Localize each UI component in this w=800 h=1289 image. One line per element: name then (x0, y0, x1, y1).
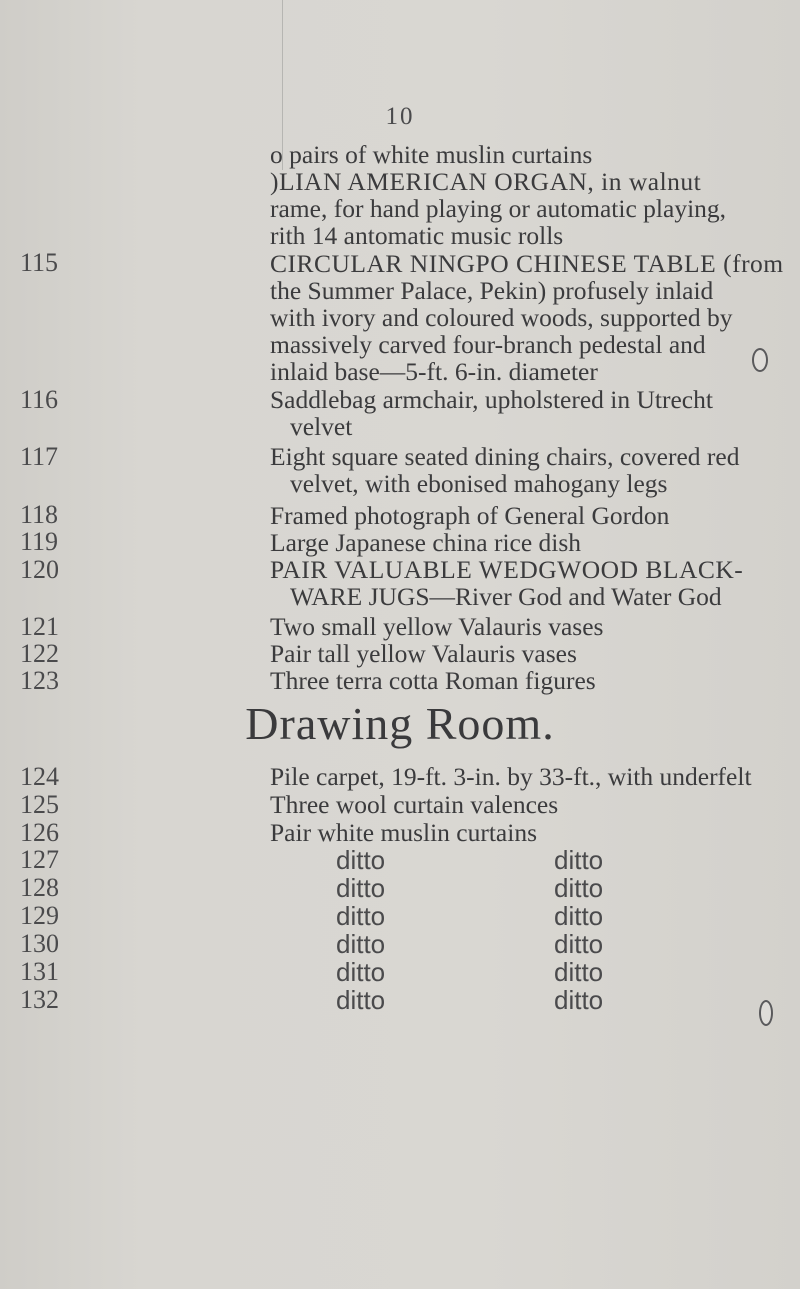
lot-number: 131 (20, 957, 59, 986)
lot-number: 129 (20, 901, 59, 930)
lot-number: 121 (20, 612, 59, 641)
ditto-mark: ditto (336, 845, 386, 875)
ditto-mark: ditto (554, 957, 604, 987)
lot-121-line1: Two small yellow Valauris vases (270, 612, 604, 641)
binding-hole (759, 1000, 773, 1026)
lot-number: 117 (20, 442, 59, 471)
page-number: 10 (385, 103, 415, 130)
lot-115-line5: inlaid base—5-ft. 6-in. diameter (270, 357, 598, 386)
ditto-mark: ditto (554, 985, 604, 1015)
ditto-mark: ditto (554, 845, 604, 875)
lot-number: 123 (20, 666, 59, 695)
lot-number: 124 (20, 762, 59, 791)
lot-number: 116 (20, 385, 59, 414)
ditto-mark: ditto (336, 985, 386, 1015)
ditto-mark: ditto (336, 873, 386, 903)
lot-124-text: Pile carpet, 19-ft. 3-in. by 33-ft., with underfelt (270, 762, 752, 791)
entry-curtains-continued: o pairs of white muslin curtains (270, 140, 593, 169)
lot-number: 120 (20, 555, 59, 584)
lot-number: 130 (20, 929, 59, 958)
lot-116-line1: Saddlebag armchair, upholstered in Utrecht (270, 385, 713, 414)
ditto-mark: ditto (336, 901, 386, 931)
entry-organ-line2: rame, for hand playing or automatic playing, (270, 194, 727, 223)
lot-number: 125 (20, 790, 59, 819)
lot-number: 127 (20, 845, 59, 874)
lot-116-line2: velvet (290, 412, 353, 441)
lot-119-line1: Large Japanese china rice dish (270, 528, 582, 557)
lot-number: 122 (20, 639, 59, 668)
lot-115-line3: with ivory and coloured woods, supported by (270, 303, 733, 332)
entry-organ-line3: rith 14 antomatic music rolls (270, 221, 564, 250)
lot-120-line2: WARE JUGS—River God and Water God (290, 582, 722, 611)
binding-hole (752, 348, 768, 372)
lot-115-line2: the Summer Palace, Pekin) profusely inlaid (270, 276, 714, 305)
ditto-mark: ditto (336, 957, 386, 987)
lot-117-line2: velvet, with ebonised mahogany legs (290, 469, 668, 498)
lot-number: 118 (20, 500, 59, 529)
lot-125-text: Three wool curtain valences (270, 790, 559, 819)
section-heading-drawing-room: Drawing Room. (245, 698, 555, 749)
ditto-mark: ditto (554, 873, 604, 903)
ditto-mark: ditto (554, 901, 604, 931)
lot-115-line1: CIRCULAR NINGPO CHINESE TABLE (from (270, 249, 784, 278)
lot-115-line4: massively carved four-branch pedestal and (270, 330, 706, 359)
lot-117-line1: Eight square seated dining chairs, covered red (270, 442, 740, 471)
lot-number: 126 (20, 818, 59, 847)
lot-number: 132 (20, 985, 59, 1014)
lot-123-line1: Three terra cotta Roman figures (270, 666, 596, 695)
ditto-mark: ditto (554, 929, 604, 959)
lot-120-line1: PAIR VALUABLE WEDGWOOD BLACK- (270, 555, 744, 584)
entry-organ-line1: )LIAN AMERICAN ORGAN, in walnut (270, 167, 702, 196)
lot-number: 128 (20, 873, 59, 902)
ditto-mark: ditto (336, 929, 386, 959)
lot-number: 115 (20, 248, 59, 277)
lot-122-line1: Pair tall yellow Valauris vases (270, 639, 577, 668)
lot-118-line1: Framed photograph of General Gordon (270, 501, 670, 530)
lot-126-text: Pair white muslin curtains (270, 818, 538, 847)
lot-number: 119 (20, 527, 59, 556)
